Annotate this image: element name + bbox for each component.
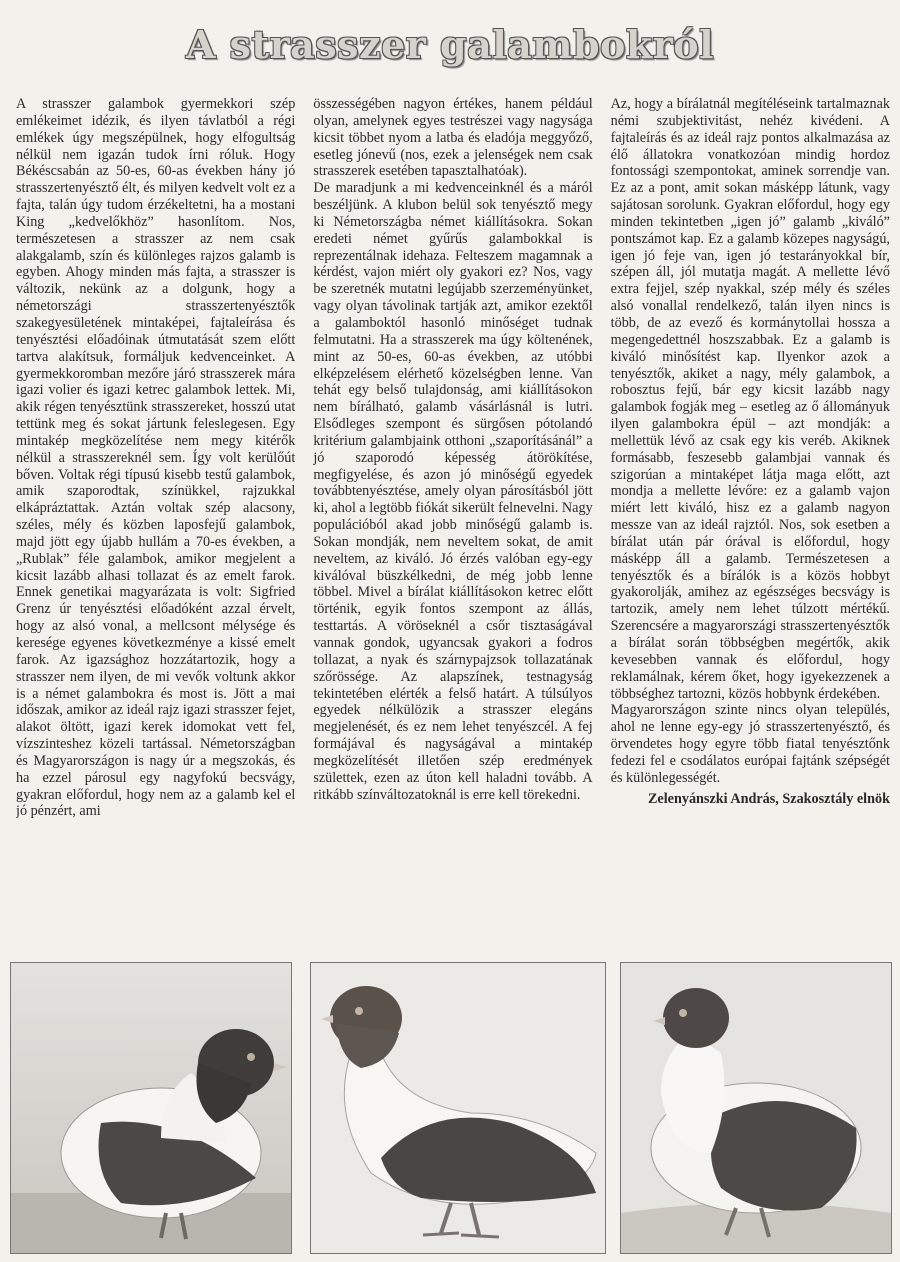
article-title: A strasszer galambokról xyxy=(185,22,715,67)
pigeon-photo-1 xyxy=(10,962,292,1254)
paragraph: Az, hogy a bírálatnál megítéléseink tartalmaznak némi szubjektivitást, nehéz kivédeni. A fajtaleírás és az ideál rajz pontos alkalmazása az élő állatokra vonatkozóan mindig hordoz fontossági szempontokat, aminek sorrendje van. Ez az a pont, amit sokan másképp látunk, vagy sajátosan sorolunk. Gyakran előfordul, hogy egy minden tekintetben „igen jó” galamb „kiváló” pontszámot kap. Ez a galamb közepes nagyságú, igen jó feje van, igen jó testarányokkal bír, szépen áll, jól mutatja magát. A mellette lévő extra fejjel, szép nyakkal, szép mély és széles alsó vonallal rendelkező, talán ilyen nincs is több, de az evező és kormánytollai hossza a megengedettnél hoszszabbak. Ez a galamb is kiváló minősítést kap. Ilyenkor azok a tenyésztők, akiket a nagy, mély galambok, a robosztus fejű, bár egy kicsit lazább nagy galambok fogják meg – esetleg az ő állományuk ilyen galambokra épül – azt mondják: a mellettük lévő az csak egy kis veréb. Akiknek formásabb, feszesebb galambjai vannak és szigorúan a mintaképet látja maga előtt, azt mondja a mellette lévőre: ez a galamb vajon miért lett kiváló, hisz ez a galamb nagyon messze van az ideál rajztól. Nos, sok esetben a bírálat után pár órával is előfordul, hogy másképp áll a galamb. Természetesen a tenyésztők és a bírálók is a közös hobbyt gyakorolják, amihez az egészséges becsvágy is tartozik, amely nem lehet túlzott mértékű. Szerencsére a magyarországi strasszertenyésztők a bírálat során többségben megértők, akik kevesebben vannak és előfordul, hogy reklamálnak, kérem őket, hogy igyekezzenek a többséghez tartozni, közös hobbynk érdekében. xyxy=(610,96,890,702)
pigeon-photo-2 xyxy=(310,962,606,1254)
paragraph: Magyarországon szinte nincs olyan település, ahol ne lenne egy-egy jó strasszertenyésztő, és örvendetes hogy egyre több fiatal tenyésztőnk fedezi fel e csodálatos európai fajtánk szépségét és különlegességét. xyxy=(610,702,890,786)
author-signature: Zelenyánszki András, Szakosztály elnök xyxy=(647,790,890,807)
column-2 xyxy=(313,96,592,954)
paragraph: összességében nagyon értékes, hanem például olyan, amelynek egyes testrészei vagy nagysága kicsit többet nyom a latba és eladója meggyőző, esetleg jónevű (nos, ezek a jelenségek nem csak strasszerek esetében tapasztalhatóak). xyxy=(313,96,593,180)
paragraph: De maradjunk a mi kedvenceinknél és a máról beszéljünk. A klubon belül sok tenyésztő megy ki Németországba német kiállításokra. Sokan eredeti német gyűrűs galambokkal is reprezentálnak idehaza. Felteszem magamnak a kérdést, vajon miért oly gyakori ez? Nos, vagy be szeretnék mutatni legújabb szerzeményünket, vagy olyan távolinak tartják azt, amikor ezektől a galamboktól hasonló minőséget tudnak felmutatni. Ha a strasszerek ma úgy költenének, mint az 50-es, 60-as években, az utóbbi elképzelésem elérhető közelségben lenne. Van tehát egy belső tulajdonság, ami kiállításokon nem bírálható, galamb vásárlásnál is lutri. Elsődleges szempont és sürgősen pótolandó kritérium galambjaink otthoni „szaporításánál” a jó szaporodó képesség átörökítése, megfigyelése, és azon jó minőségű egyedek továbbtenyésztése, amely olyan párosításból jött ki, ahol a legtöbb fiókát sikerült felnevelni. Nagy populációból akad jobb minőségű galamb is. Sokan mondják, nem neveltem sokat, de amit neveltem, az kiváló. Jó érzés valóban egy-egy kiválóval büszkélkedni, de még jobb lenne többel. Mivel a bírálat kiállításokon ketrec előtt történik, egyik fontos szempont az állás, testtartás. A vöröseknél a csőr tisztaságával vannak gondok, ugyancsak gyakori a fodros tollazat, a nyak és szárnypajzsok tollazatának szőrössége. Az alapszínek, testnagyság tekintetében elérték a felső határt. A túlsúlyos egyedek nélkülözik a strasszer elegáns megjelenését, és ez nem lehet tenyészcél. A fej formájával és nagyságával a mintakép megközelítését illetően szép eredmények születtek, ezen az úton kell haladni tovább. A ritkább színváltozatoknál is erre kell törekedni. xyxy=(313,180,593,803)
column-3 xyxy=(611,96,890,954)
photo-strip xyxy=(10,962,890,1254)
paragraph: A strasszer galambok gyermekkori szép emlékeimet idézik, és ilyen távlatból a régi emlékek úgy megszépülnek, hogy elfogultság nélkül nem igazán tudok írni róluk. Hogy Békéscsabán az 50-es, 60-as években hány jó strasszertenyésztő élt, és milyen kedvelt volt ez a fajta, talán úgy tudom érzékeltetni, ha a mostani King „kedvelőkhöz” hasonlítom. Nos, természetesen a strasszer az nem csak alakgalamb, szín és különleges rajzos galamb is egyben. Ahogy minden más fajta, a strasszer is változik, nekünk az a dolgunk, hogy a németországi strasszertenyésztők szakegyesületének mintaképei, fajtaleírása és tenyésztési előadóinak útmutatását szem előtt tartva alakítsuk, formáljuk kedvenceinket. A gyermekkoromban mezőre járó strasszerek mára igazi volier és igazi ketrec galambok lettek. Mi, akik régen tenyésztünk strasszereket, hosszú utat tettünk meg és sokat jártunk feleslegesen. Egy mintakép megközelítése nem megy kitérők nélkül a strasszereknél sem. Így volt kerülőút bőven. Voltak régi típusú kisebb testű galambok, amik szaporodtak, színükkel, rajzukkal elkápráztattak. Aztán voltak szép alacsony, széles, mély és közben laposfejű galambok, majd jött egy újabb hullám a 70-es években, a „Rublak” féle galambok, amikor megjelent a kicsit lazább alhasi tollazat és az emelt farok. Ennek genetikai magyarázata is volt: Sigfried Grenz úr tenyésztési előadóként azzal érvelt, hogy az alsó vonal, a mellcsont mélysége és keresége egyenes következménye a kissé emelt farok. Az igazsághoz hozzátartozik, hogy a strasszer nem ilyen, de mi vevők voltunk akkor is a német galambokra és most is. Jött a mai időszak, amikor az ideál rajz igazi strasszer fejet, alakot öltött, igazi kerek idomokat vett fel, vízszinteshez közeli tartással. Németországban és Magyarországon is nagy úr a megszokás, és ha ezzel párosul egy nagyfokú becsvágy, gyakran előfordul, hogy nem az a galamb kel el jó pénzért, ami xyxy=(16,96,296,820)
pigeon-photo-3 xyxy=(620,962,892,1254)
column-1 xyxy=(16,96,295,954)
article-body xyxy=(16,96,890,954)
